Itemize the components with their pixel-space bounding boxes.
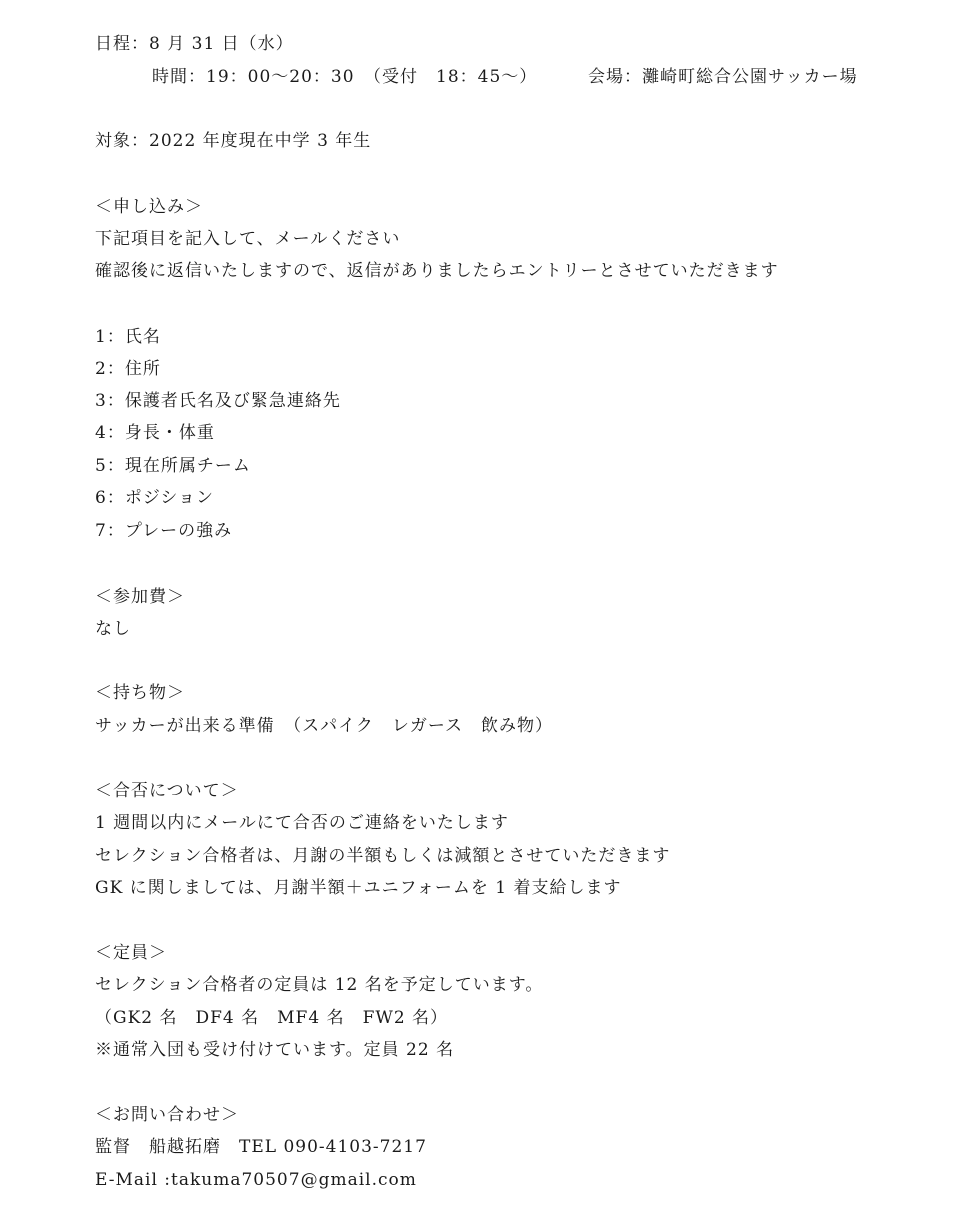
capacity-line-3: ※通常入団も受け付けています。定員 22 名 xyxy=(95,1040,455,1060)
result-heading: ＜合否について＞ xyxy=(95,781,239,801)
fee-heading: ＜参加費＞ xyxy=(95,587,185,607)
capacity-line-1: セレクション合格者の定員は 12 名を予定しています。 xyxy=(95,975,544,995)
schedule-date: 日程：8 月 31 日（水） xyxy=(95,34,294,54)
application-item: 4：身長・体重 xyxy=(95,423,215,443)
contact-phone-line: 監督 船越拓磨 TEL 090-4103-7217 xyxy=(95,1137,427,1157)
capacity-line-2: （GK2 名 DF4 名 MF4 名 FW2 名） xyxy=(95,1008,449,1028)
fee-text: なし xyxy=(95,619,131,639)
contact-heading: ＜お問い合わせ＞ xyxy=(95,1105,239,1125)
application-item: 2：住所 xyxy=(95,359,161,379)
target-line: 対象：2022 年度現在中学 3 年生 xyxy=(95,131,372,151)
result-line-1: 1 週間以内にメールにて合否のご連絡をいたします xyxy=(95,813,509,833)
belongings-heading: ＜持ち物＞ xyxy=(95,683,185,703)
application-item: 5：現在所属チーム xyxy=(95,456,251,476)
belongings-text: サッカーが出来る準備 （スパイク レガース 飲み物） xyxy=(95,716,553,736)
application-item: 6：ポジション xyxy=(95,488,215,508)
application-item: 1：氏名 xyxy=(95,327,161,347)
application-item: 7：プレーの強み xyxy=(95,521,233,541)
schedule-venue: 会場：灘崎町総合公園サッカー場 xyxy=(588,67,858,87)
schedule-time: 時間：19：00〜20：30 （受付 18：45〜） xyxy=(152,67,538,87)
application-line-2: 確認後に返信いたしますので、返信がありましたらエントリーとさせていただきます xyxy=(95,261,779,281)
capacity-heading: ＜定員＞ xyxy=(95,943,167,963)
contact-email-line: E-Mail :takuma70507@gmail.com xyxy=(95,1170,417,1190)
result-line-3: GK に関しましては、月謝半額＋ユニフォームを 1 着支給します xyxy=(95,878,622,898)
application-heading: ＜申し込み＞ xyxy=(95,197,203,217)
result-line-2: セレクション合格者は、月謝の半額もしくは減額とさせていただきます xyxy=(95,846,671,866)
application-line-1: 下記項目を記入して、メールください xyxy=(95,229,401,249)
application-item: 3：保護者氏名及び緊急連絡先 xyxy=(95,391,341,411)
